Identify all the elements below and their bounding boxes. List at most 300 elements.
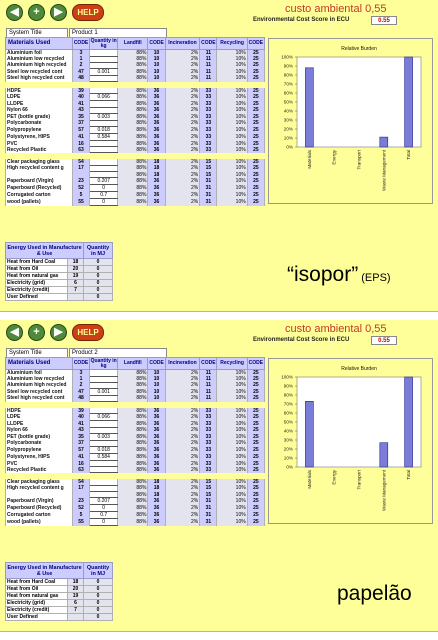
- cell-name: PVC: [6, 461, 73, 467]
- cell-name: PET (bottle grade): [6, 433, 73, 440]
- energy-header: Energy Used in Manufacture & Use: [7, 564, 82, 577]
- cell-incin: 2%: [165, 467, 200, 473]
- table-row: [6, 185, 265, 192]
- energy-row: [6, 273, 113, 280]
- cell-incin: 2%: [165, 505, 200, 512]
- quantity-input[interactable]: 0.003: [90, 113, 118, 120]
- cell-code: 52: [72, 185, 89, 192]
- cell-code: 48: [72, 75, 89, 81]
- caption-text: “isopor”: [287, 263, 359, 286]
- cell-landfill: 88%: [118, 127, 148, 134]
- cell-name: Steel high recycled cont: [6, 75, 73, 81]
- cell-lcode: 36: [148, 88, 165, 94]
- cell-recyc: 10%: [217, 395, 247, 401]
- add-button[interactable]: +: [28, 324, 45, 341]
- cell-lcode: 10: [148, 50, 165, 57]
- cell-landfill: 88%: [118, 479, 148, 485]
- energy-quantity-input[interactable]: 0: [84, 593, 113, 600]
- cell-incin: 2%: [165, 62, 200, 68]
- cell-rcode: 25: [247, 62, 264, 68]
- cell-name: PVC: [6, 141, 73, 147]
- cell-icode: 33: [200, 427, 217, 433]
- materials-header-8: CODE: [247, 358, 264, 370]
- energy-code: 18: [68, 579, 84, 586]
- cell-code: 48: [72, 395, 89, 401]
- cell-rcode: 25: [247, 408, 264, 414]
- cell-code: 2: [72, 62, 89, 68]
- cell-name: Steel low recycled cont: [6, 388, 73, 395]
- cell-landfill: 88%: [118, 467, 148, 473]
- plot-area: [297, 377, 421, 467]
- materials-header-8: CODE: [247, 38, 264, 50]
- cell-landfill: 88%: [118, 94, 148, 101]
- help-button[interactable]: HELP: [72, 324, 104, 341]
- table-row: [6, 454, 265, 461]
- cell-name: Paperboard (Virgin): [6, 178, 73, 185]
- y-tick-label: 50%: [283, 419, 293, 425]
- cell-incin: 2%: [165, 113, 200, 120]
- cell-recyc: 10%: [217, 461, 247, 467]
- energy-name: Heat from Hard Coal: [6, 259, 68, 266]
- caption-text: papelão: [337, 582, 412, 605]
- cell-code: 1: [72, 56, 89, 62]
- energy-row: [6, 579, 113, 586]
- cell-lcode: 36: [148, 505, 165, 512]
- cell-rcode: 25: [247, 376, 264, 382]
- cell-icode: 15: [200, 159, 217, 165]
- back-button[interactable]: ◀: [6, 4, 23, 21]
- cell-code: 40: [72, 414, 89, 421]
- energy-quantity-input[interactable]: 0: [84, 280, 113, 287]
- quantity-input[interactable]: 0.018: [90, 447, 118, 454]
- y-tick-label: 30%: [283, 437, 293, 443]
- quantity-input[interactable]: 0.001: [90, 68, 118, 75]
- cell-incin: 2%: [165, 94, 200, 101]
- y-tick-label: 70%: [283, 401, 293, 407]
- y-tick-label: 60%: [283, 90, 293, 96]
- quantity-input[interactable]: 0.003: [90, 433, 118, 440]
- cell-name: Paperboard (Virgin): [6, 498, 73, 505]
- cell-rcode: 25: [247, 427, 264, 433]
- energy-quantity-input[interactable]: 0: [84, 607, 113, 614]
- materials-header-4: CODE: [148, 358, 165, 370]
- cell-landfill: 88%: [118, 50, 148, 57]
- cell-name: wood (pallets): [6, 199, 73, 206]
- materials-header-7: Recycling: [217, 358, 247, 370]
- energy-name: User Defined: [6, 294, 68, 301]
- cell-recyc: 10%: [217, 433, 247, 440]
- cell-recyc: 10%: [217, 491, 247, 497]
- quantity-input[interactable]: 0.001: [90, 388, 118, 395]
- cell-icode: 11: [200, 62, 217, 68]
- cell-recyc: 10%: [217, 192, 247, 199]
- cell-lcode: 10: [148, 62, 165, 68]
- cell-icode: 15: [200, 491, 217, 497]
- cell-rcode: 25: [247, 491, 264, 497]
- cell-recyc: 10%: [217, 467, 247, 473]
- system-title-input[interactable]: Product 2: [69, 348, 167, 358]
- materials-table: [5, 357, 265, 526]
- cell-landfill: 88%: [118, 498, 148, 505]
- energy-row: [6, 614, 113, 621]
- cell-recyc: 10%: [217, 421, 247, 427]
- energy-row: [6, 593, 113, 600]
- system-title-label: System Title: [6, 28, 68, 38]
- cell-incin: 2%: [165, 440, 200, 446]
- energy-quantity-input[interactable]: 0: [84, 266, 113, 273]
- cell-incin: 2%: [165, 414, 200, 421]
- cell-icode: 33: [200, 107, 217, 113]
- cell-rcode: 25: [247, 485, 264, 491]
- bar: [305, 401, 313, 467]
- cell-lcode: 36: [148, 461, 165, 467]
- cell-icode: 11: [200, 395, 217, 401]
- cell-recyc: 10%: [217, 199, 247, 206]
- cell-landfill: 88%: [118, 395, 148, 401]
- energy-table: [5, 242, 113, 301]
- cell-lcode: 36: [148, 199, 165, 206]
- cell-icode: 33: [200, 421, 217, 427]
- cell-icode: 33: [200, 461, 217, 467]
- cell-recyc: 10%: [217, 485, 247, 491]
- cell-landfill: 88%: [118, 370, 148, 377]
- headline-cost: custo ambiental 0,55: [285, 323, 387, 335]
- cell-landfill: 88%: [118, 56, 148, 62]
- quantity-input[interactable]: 0: [90, 519, 118, 526]
- y-tick-label: 40%: [283, 108, 293, 114]
- cell-rcode: 25: [247, 147, 264, 153]
- quantity-input[interactable]: 0.7: [90, 512, 118, 519]
- cell-landfill: 88%: [118, 171, 148, 177]
- energy-quantity-input[interactable]: 0: [84, 579, 113, 586]
- cell-rcode: 25: [247, 171, 264, 177]
- cell-icode: 33: [200, 134, 217, 141]
- forward-button[interactable]: ▶: [50, 4, 67, 21]
- cell-rcode: 25: [247, 382, 264, 388]
- energy-name: Heat from Oil: [6, 586, 68, 593]
- panel-product-2: [0, 320, 438, 632]
- cell-recyc: 10%: [217, 479, 247, 485]
- energy-qty-header: Quantity in MJ: [84, 563, 113, 579]
- cell-lcode: 36: [148, 421, 165, 427]
- cell-name: Corrugated carton: [6, 192, 73, 199]
- cell-code: 37: [72, 440, 89, 446]
- panel-caption: [287, 263, 391, 287]
- cell-icode: 15: [200, 485, 217, 491]
- cell-name: Aluminium low recycled: [6, 56, 73, 62]
- cell-lcode: 18: [148, 485, 165, 491]
- energy-row: [6, 607, 113, 614]
- cell-incin: 2%: [165, 447, 200, 454]
- cell-recyc: 10%: [217, 454, 247, 461]
- cell-incin: 2%: [165, 101, 200, 107]
- cell-code: 35: [72, 113, 89, 120]
- add-button[interactable]: +: [28, 4, 45, 21]
- cell-recyc: 10%: [217, 75, 247, 81]
- cell-incin: 2%: [165, 185, 200, 192]
- cell-lcode: 10: [148, 75, 165, 81]
- cell-rcode: 25: [247, 498, 264, 505]
- energy-name: Heat from Hard Coal: [6, 579, 68, 586]
- energy-quantity-input[interactable]: 0: [84, 287, 113, 294]
- cell-lcode: 36: [148, 498, 165, 505]
- cell-landfill: 88%: [118, 388, 148, 395]
- y-tick-label: 50%: [283, 99, 293, 105]
- cell-landfill: 88%: [118, 447, 148, 454]
- panel-product-1: [0, 0, 438, 312]
- score-value: 0.55: [371, 16, 397, 25]
- cell-code: 17: [72, 165, 89, 171]
- cell-code: 57: [72, 127, 89, 134]
- y-tick-label: 10%: [283, 135, 293, 141]
- cell-rcode: 25: [247, 505, 264, 512]
- cell-code: 63: [72, 147, 89, 153]
- cell-landfill: 88%: [118, 165, 148, 171]
- energy-name: Electricity (credit): [6, 607, 68, 614]
- cell-name: LLDPE: [6, 421, 73, 427]
- y-tick-label: 40%: [283, 428, 293, 434]
- materials-header-6: CODE: [200, 38, 217, 50]
- cell-name: Polypropylene: [6, 447, 73, 454]
- cell-rcode: 25: [247, 88, 264, 94]
- energy-name: User Defined: [6, 614, 68, 621]
- cell-lcode: 36: [148, 141, 165, 147]
- cell-recyc: 10%: [217, 107, 247, 113]
- cell-incin: 2%: [165, 388, 200, 395]
- table-row: [6, 433, 265, 440]
- cell-code: 2: [72, 382, 89, 388]
- table-row: [6, 512, 265, 519]
- cell-name: Recycled Plastic: [6, 147, 73, 153]
- cell-incin: 2%: [165, 427, 200, 433]
- cell-name: Aluminium high recycled: [6, 382, 73, 388]
- cell-incin: 2%: [165, 370, 200, 377]
- cell-code: 47: [72, 388, 89, 395]
- relative-burden-chart: [268, 38, 433, 204]
- table-row: [6, 94, 265, 101]
- quantity-input[interactable]: 0: [90, 505, 118, 512]
- cell-lcode: 36: [148, 519, 165, 526]
- cell-icode: 31: [200, 185, 217, 192]
- cell-lcode: 36: [148, 120, 165, 126]
- cell-icode: 33: [200, 88, 217, 94]
- cell-rcode: 25: [247, 421, 264, 427]
- plot-area: [297, 57, 421, 147]
- cell-rcode: 25: [247, 433, 264, 440]
- energy-quantity-input[interactable]: 0: [84, 600, 113, 607]
- quantity-input[interactable]: 0.018: [90, 127, 118, 134]
- cell-landfill: 88%: [118, 421, 148, 427]
- cell-landfill: 88%: [118, 485, 148, 491]
- x-tick-label: Materials: [306, 470, 312, 489]
- x-tick-label: Energy: [331, 150, 337, 165]
- cell-code: 5: [72, 512, 89, 519]
- energy-quantity-input[interactable]: 0: [84, 273, 113, 280]
- cell-name: Aluminium foil: [6, 370, 73, 377]
- cell-lcode: 18: [148, 479, 165, 485]
- x-tick-label: Energy: [331, 470, 337, 485]
- forward-button[interactable]: ▶: [50, 324, 67, 341]
- cell-recyc: 10%: [217, 113, 247, 120]
- energy-name: Electricity (grid): [6, 600, 68, 607]
- cell-recyc: 10%: [217, 94, 247, 101]
- x-tick-label: Transport: [356, 150, 362, 170]
- cell-landfill: 88%: [118, 192, 148, 199]
- energy-code: 20: [68, 266, 84, 273]
- cell-recyc: 10%: [217, 141, 247, 147]
- cell-lcode: 10: [148, 376, 165, 382]
- cell-recyc: 10%: [217, 101, 247, 107]
- cell-name: Polycarbonate: [6, 120, 73, 126]
- cell-lcode: 10: [148, 382, 165, 388]
- cell-recyc: 10%: [217, 376, 247, 382]
- energy-qty-header: Quantity in MJ: [84, 243, 113, 259]
- cell-recyc: 10%: [217, 120, 247, 126]
- cell-lcode: 36: [148, 447, 165, 454]
- cell-icode: 15: [200, 165, 217, 171]
- quantity-input[interactable]: 0.584: [90, 454, 118, 461]
- cell-recyc: 10%: [217, 178, 247, 185]
- cell-recyc: 10%: [217, 382, 247, 388]
- cell-recyc: 10%: [217, 414, 247, 421]
- cell-landfill: 88%: [118, 178, 148, 185]
- x-tick-label: Transport: [356, 470, 362, 490]
- materials-header-0: Materials Used: [6, 358, 73, 370]
- table-row: [6, 68, 265, 75]
- energy-code: 19: [68, 273, 84, 280]
- cell-name: Polycarbonate: [6, 440, 73, 446]
- cell-lcode: 36: [148, 414, 165, 421]
- energy-quantity-input[interactable]: 0: [84, 586, 113, 593]
- cell-incin: 2%: [165, 461, 200, 467]
- y-tick-label: 30%: [283, 117, 293, 123]
- table-row: [6, 134, 265, 141]
- cell-rcode: 25: [247, 454, 264, 461]
- quantity-input[interactable]: 0.066: [90, 94, 118, 101]
- cell-rcode: 25: [247, 178, 264, 185]
- quantity-input[interactable]: 0.584: [90, 134, 118, 141]
- cell-landfill: 88%: [118, 512, 148, 519]
- cell-landfill: 88%: [118, 62, 148, 68]
- cell-icode: 11: [200, 388, 217, 395]
- help-button[interactable]: HELP: [72, 4, 104, 21]
- energy-quantity-input[interactable]: 0: [84, 614, 113, 621]
- quantity-input[interactable]: 0: [90, 199, 118, 206]
- cell-code: 39: [72, 408, 89, 414]
- cell-landfill: 88%: [118, 376, 148, 382]
- cell-landfill: 88%: [118, 147, 148, 153]
- energy-name: Electricity (grid): [6, 280, 68, 287]
- cell-icode: 33: [200, 433, 217, 440]
- cell-landfill: 88%: [118, 75, 148, 81]
- cell-landfill: 88%: [118, 101, 148, 107]
- materials-header-5: Incineration: [165, 38, 200, 50]
- cell-code: 43: [72, 427, 89, 433]
- table-row: [6, 199, 265, 206]
- cell-recyc: 10%: [217, 56, 247, 62]
- bar: [405, 57, 413, 147]
- cell-code: 17: [72, 485, 89, 491]
- cell-incin: 2%: [165, 159, 200, 165]
- cell-code: 1: [72, 376, 89, 382]
- panel-caption: [337, 582, 412, 606]
- quantity-input[interactable]: 0.207: [90, 498, 118, 505]
- cell-icode: 31: [200, 199, 217, 206]
- energy-quantity-input[interactable]: 0: [84, 259, 113, 266]
- quantity-input[interactable]: 0.066: [90, 414, 118, 421]
- cell-incin: 2%: [165, 376, 200, 382]
- cell-icode: 11: [200, 382, 217, 388]
- materials-table: [5, 37, 265, 206]
- cell-incin: 2%: [165, 479, 200, 485]
- x-tick-label: Total: [406, 470, 412, 480]
- table-row: [6, 127, 265, 134]
- cell-name: Aluminium low recycled: [6, 376, 73, 382]
- bar: [405, 377, 413, 467]
- y-tick-label: 10%: [283, 455, 293, 461]
- system-title-input[interactable]: Product 1: [69, 28, 167, 38]
- cell-rcode: 25: [247, 461, 264, 467]
- cell-recyc: 10%: [217, 519, 247, 526]
- cell-recyc: 10%: [217, 88, 247, 94]
- materials-header-3: Landfill: [118, 38, 148, 50]
- cell-lcode: 36: [148, 134, 165, 141]
- cell-code: 41: [72, 454, 89, 461]
- cell-incin: 2%: [165, 141, 200, 147]
- cell-code: 41: [72, 101, 89, 107]
- materials-header-4: CODE: [148, 38, 165, 50]
- back-button[interactable]: ◀: [6, 324, 23, 341]
- cell-icode: 33: [200, 440, 217, 446]
- quantity-input[interactable]: 0.207: [90, 178, 118, 185]
- materials-header-7: Recycling: [217, 38, 247, 50]
- cell-landfill: 88%: [118, 433, 148, 440]
- cell-lcode: 36: [148, 440, 165, 446]
- cell-icode: 33: [200, 408, 217, 414]
- cell-icode: 15: [200, 479, 217, 485]
- cell-code: 63: [72, 467, 89, 473]
- cell-incin: 2%: [165, 107, 200, 113]
- cell-landfill: 88%: [118, 107, 148, 113]
- table-row: [6, 388, 265, 395]
- cell-landfill: 88%: [118, 68, 148, 75]
- y-tick-label: 20%: [283, 126, 293, 132]
- cell-icode: 33: [200, 101, 217, 107]
- cell-code: 55: [72, 519, 89, 526]
- cell-name: LLDPE: [6, 101, 73, 107]
- quantity-input[interactable]: 0: [90, 185, 118, 192]
- quantity-input[interactable]: 0.7: [90, 192, 118, 199]
- cell-rcode: 25: [247, 113, 264, 120]
- cell-rcode: 25: [247, 94, 264, 101]
- cell-incin: 2%: [165, 395, 200, 401]
- cell-incin: 2%: [165, 454, 200, 461]
- cell-icode: 33: [200, 447, 217, 454]
- energy-quantity-input[interactable]: 0: [84, 294, 113, 301]
- cell-landfill: 88%: [118, 454, 148, 461]
- energy-code: 18: [68, 259, 84, 266]
- y-tick-label: 100%: [281, 374, 293, 380]
- energy-code: 6: [68, 280, 84, 287]
- cell-rcode: 25: [247, 127, 264, 134]
- energy-code: [68, 294, 84, 301]
- energy-name: Heat from Oil: [6, 266, 68, 273]
- cell-name: Polystyrene, HIPS: [6, 454, 73, 461]
- cell-name: Polystyrene, HIPS: [6, 134, 73, 141]
- cell-lcode: 36: [148, 147, 165, 153]
- cell-rcode: 25: [247, 447, 264, 454]
- cell-lcode: 36: [148, 467, 165, 473]
